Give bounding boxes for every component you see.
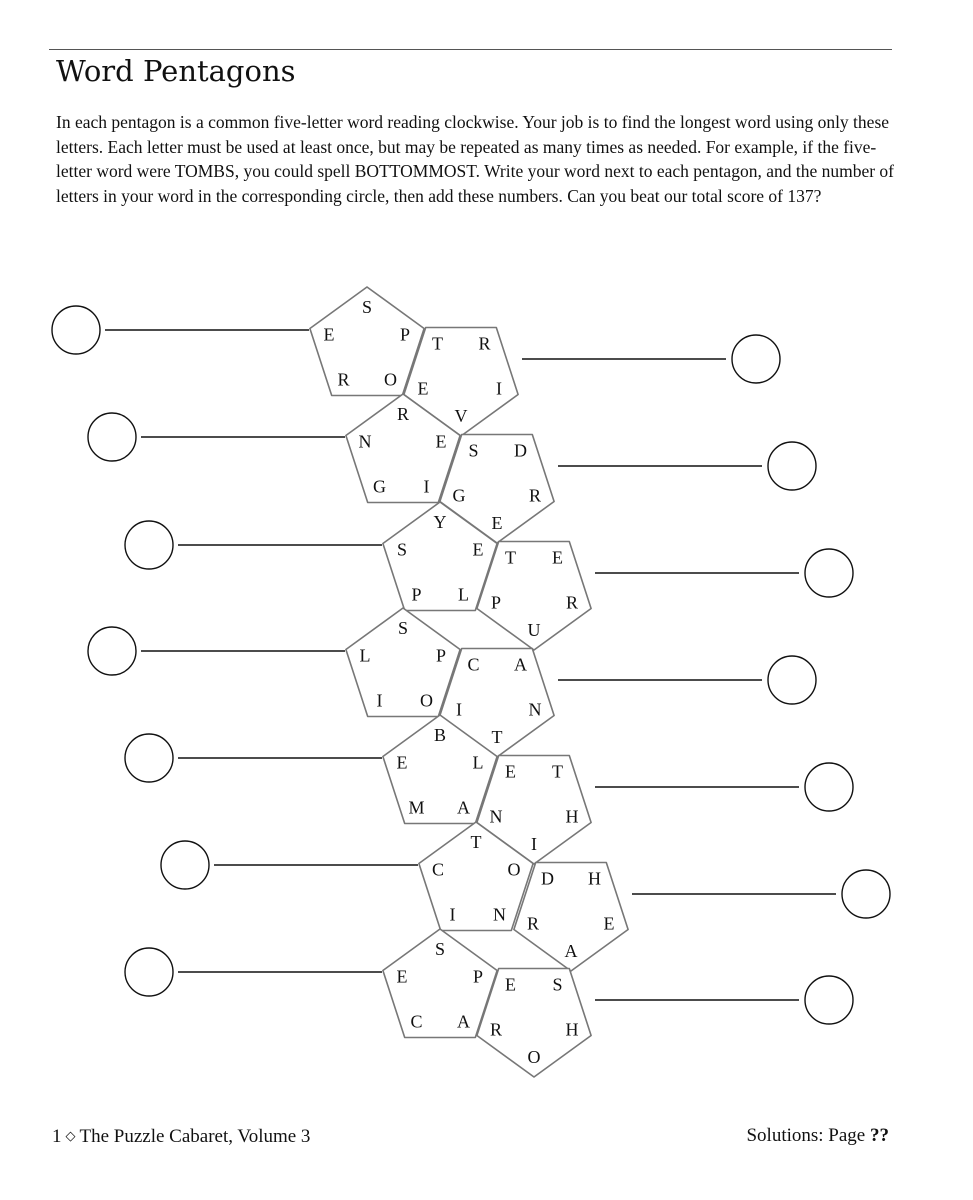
score-circle[interactable] bbox=[805, 549, 853, 597]
pentagon-letter: T bbox=[470, 832, 482, 852]
pentagon-letter: E bbox=[505, 761, 516, 782]
pentagon-letter: L bbox=[458, 584, 469, 605]
pentagon-letter: R bbox=[526, 913, 540, 934]
diamond-icon: ◇ bbox=[65, 1128, 76, 1143]
score-circle[interactable] bbox=[52, 306, 100, 354]
score-circle[interactable] bbox=[842, 870, 890, 918]
solutions-label: Solutions: Page bbox=[746, 1125, 866, 1146]
pentagon-letter: S bbox=[361, 297, 373, 317]
footer-book-info bbox=[52, 1126, 310, 1148]
pentagon-letter: E bbox=[417, 378, 429, 399]
pentagon-letter: I bbox=[496, 378, 502, 399]
pentagon-letter: P bbox=[399, 324, 411, 345]
page-number: 1 bbox=[52, 1126, 62, 1147]
pentagon-letter: E bbox=[552, 547, 563, 568]
pentagon-letter: I bbox=[531, 834, 537, 854]
pentagon-letter: R bbox=[337, 369, 350, 390]
score-circle[interactable] bbox=[732, 335, 780, 383]
pentagon-letter: H bbox=[588, 868, 601, 889]
footer-solutions bbox=[746, 1125, 889, 1147]
pentagon-letter: C bbox=[431, 859, 445, 880]
score-circle[interactable] bbox=[805, 763, 853, 811]
word-pentagon-group bbox=[125, 715, 497, 824]
pentagon-letter: I bbox=[449, 904, 456, 925]
score-circle[interactable] bbox=[768, 656, 816, 704]
pentagon-letter: P bbox=[490, 592, 502, 613]
pentagon-letter: N bbox=[358, 431, 372, 452]
pentagon-letter: E bbox=[396, 752, 408, 773]
pentagon-letter: I bbox=[456, 699, 462, 720]
pentagon-letter: T bbox=[552, 761, 563, 782]
score-circle[interactable] bbox=[88, 413, 136, 461]
pentagon-letter: E bbox=[396, 966, 408, 987]
pentagon-letter: A bbox=[514, 654, 527, 675]
pentagon-letter: O bbox=[420, 690, 433, 711]
word-pentagon-group bbox=[440, 435, 816, 544]
pentagon-letter: S bbox=[434, 939, 446, 959]
pentagon-letter: G bbox=[373, 476, 386, 497]
pentagon-letter: A bbox=[564, 941, 578, 961]
pentagon-letter: R bbox=[565, 592, 579, 613]
pentagon-letter: P bbox=[411, 584, 422, 605]
score-circle[interactable] bbox=[125, 734, 173, 782]
word-pentagon-group bbox=[477, 542, 853, 651]
pentagon-letter: P bbox=[472, 966, 484, 987]
pentagon-letter: E bbox=[435, 431, 447, 452]
word-pentagon-group bbox=[514, 863, 890, 972]
pentagon-letter: M bbox=[408, 797, 425, 818]
pentagon-letter: I bbox=[376, 690, 383, 711]
pentagon-letter: U bbox=[527, 620, 541, 640]
score-circle[interactable] bbox=[125, 948, 173, 996]
pentagon-letter: I bbox=[423, 476, 430, 497]
pentagon-letter: H bbox=[565, 806, 579, 827]
pentagon-letter: S bbox=[396, 539, 408, 560]
instructions: In each pentagon is a common five-letter word reading clockwise. Your job is to find the longest word using only these letters. Each letter must be used at least once, but may be repeated as many times as needed. For example, if the five-letter word were TOMBS, you could spell BOTTOMMOST. Write your word next to each pentagon, and the number of letters in your word in the corresponding circle, then add these numbers. Can you beat our total score of 137? bbox=[56, 112, 895, 206]
pentagon-letter: E bbox=[505, 974, 516, 995]
score-circle[interactable] bbox=[88, 627, 136, 675]
pentagon-letter: G bbox=[452, 485, 466, 506]
score-circle[interactable] bbox=[161, 841, 209, 889]
book-title: The Puzzle Cabaret, Volume 3 bbox=[79, 1126, 311, 1147]
solutions-page: ?? bbox=[870, 1125, 889, 1146]
pentagon-letter: O bbox=[527, 1047, 541, 1067]
pentagon-letter: H bbox=[565, 1019, 579, 1040]
pentagon-letter: R bbox=[478, 333, 491, 354]
pentagon-letter: N bbox=[493, 904, 506, 925]
word-pentagon-group bbox=[161, 822, 533, 931]
pentagon-letter: V bbox=[454, 406, 468, 426]
pentagon-letter: S bbox=[468, 440, 479, 461]
pentagon-letter: T bbox=[505, 547, 516, 568]
pentagon-letter: R bbox=[528, 485, 542, 506]
score-circle[interactable] bbox=[768, 442, 816, 490]
pentagon-letter: O bbox=[507, 859, 521, 880]
page-title: Word Pentagons bbox=[56, 54, 296, 88]
word-pentagon-group bbox=[440, 649, 816, 758]
pentagon-letter: S bbox=[397, 618, 409, 638]
pentagon-letter: D bbox=[541, 868, 554, 889]
pentagon-letter: E bbox=[603, 913, 615, 934]
pentagon-letter: S bbox=[552, 974, 563, 995]
word-pentagon-group bbox=[88, 394, 460, 503]
pentagon-letter: E bbox=[323, 324, 335, 345]
pentagon-letter: C bbox=[467, 654, 480, 675]
pentagon-letter: B bbox=[433, 725, 447, 745]
pentagon-letter: N bbox=[489, 806, 503, 827]
pentagon-letter: O bbox=[384, 369, 397, 390]
pentagon-letter: R bbox=[396, 404, 410, 424]
word-pentagon-group bbox=[477, 756, 853, 865]
pentagon-letter: E bbox=[491, 513, 503, 533]
pentagon-letter: T bbox=[491, 727, 503, 747]
score-circle[interactable] bbox=[805, 976, 853, 1024]
word-pentagon-group bbox=[88, 608, 462, 720]
pentagon-letter: A bbox=[457, 1011, 470, 1032]
pentagon-letter: E bbox=[472, 539, 484, 560]
pentagon-letter: N bbox=[528, 699, 542, 720]
pentagon-letter: D bbox=[514, 440, 527, 461]
pentagon-letter: L bbox=[359, 645, 371, 666]
score-circle[interactable] bbox=[125, 521, 173, 569]
pentagon-letter: C bbox=[410, 1011, 423, 1032]
word-pentagon-group bbox=[52, 287, 424, 396]
word-pentagon-group bbox=[125, 502, 497, 611]
pentagon-letter: T bbox=[432, 333, 443, 354]
pentagon-letter: A bbox=[457, 797, 470, 818]
word-pentagon-group bbox=[477, 969, 853, 1078]
word-pentagon-group bbox=[125, 929, 497, 1038]
word-pentagon-group bbox=[404, 328, 780, 437]
pentagon-letter: P bbox=[435, 645, 447, 666]
pentagon-letter: L bbox=[472, 752, 484, 773]
pentagon-letter: R bbox=[489, 1019, 503, 1040]
pentagon-letter: Y bbox=[433, 512, 447, 532]
